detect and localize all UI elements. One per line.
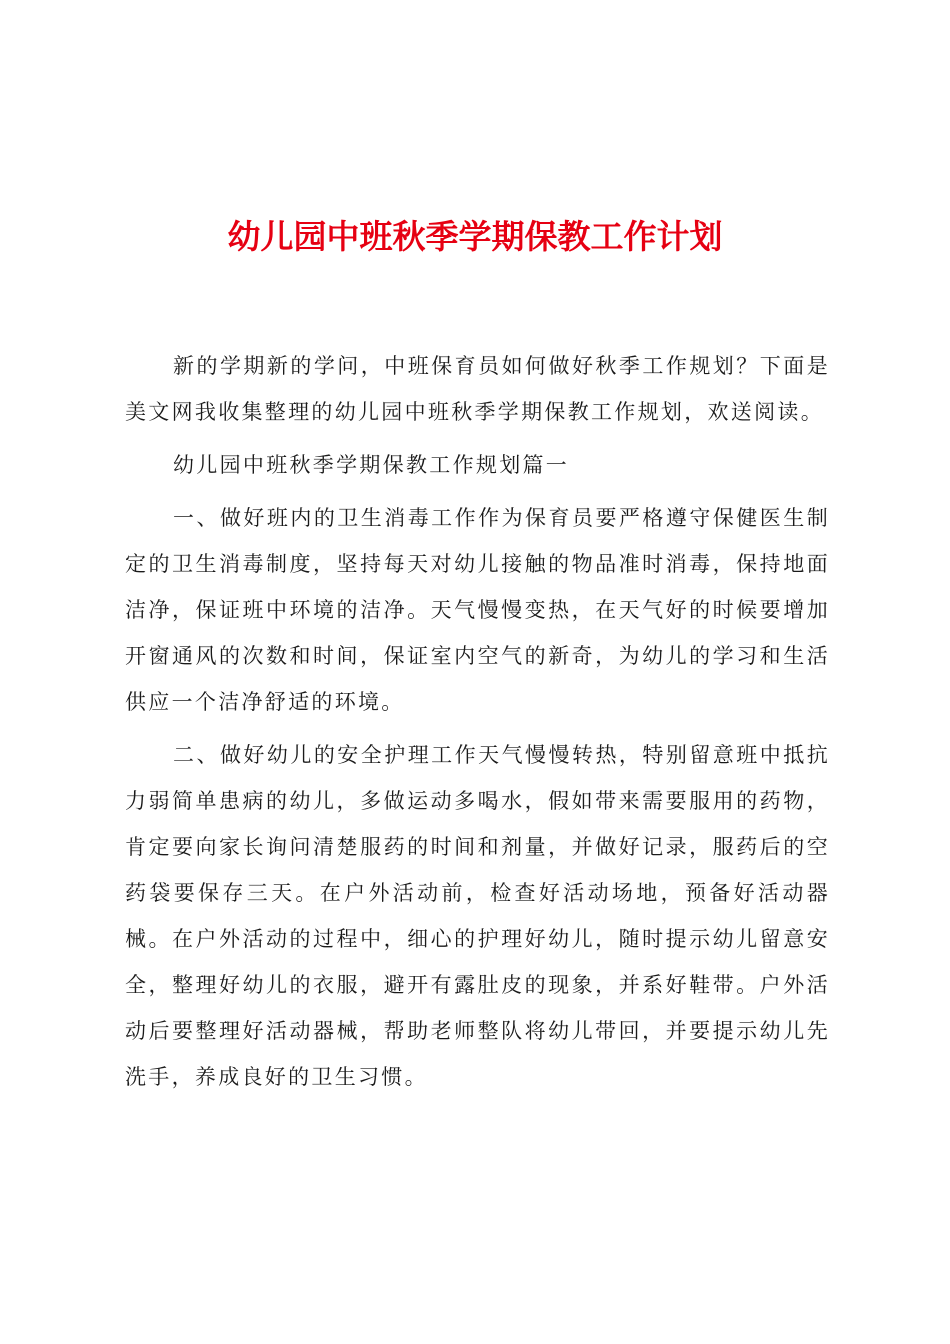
hygiene-paragraph: 一、做好班内的卫生消毒工作作为保育员要严格遵守保健医生制定的卫生消毒制度，坚持每天对幼儿接触的物品准时消毒，保持地面洁净，保证班中环境的洁净。天气慢慢变热，在天气好的时候要增加开窗通风的次数和时间，保证室内空气的新奇，为幼儿的学习和生活供应一个洁净舒适的环境。 <box>125 506 830 714</box>
section-heading-paragraph: 幼儿园中班秋季学期保教工作规划篇一 <box>173 453 570 477</box>
intro-paragraph: 新的学期新的学问，中班保育员如何做好秋季工作规划？下面是美文网我收集整理的幼儿园中班秋季学期保教工作规划，欢送阅读。 <box>125 354 830 424</box>
safety-paragraph: 二、做好幼儿的安全护理工作天气慢慢转热，特别留意班中抵抗力弱简单患病的幼儿，多做运动多喝水，假如带来需要服用的药物，肯定要向家长询问清楚服药的时间和剂量，并做好记录，服药后的空药袋要保存三天。在户外活动前，检查好活动场地，预备好活动器械。在户外活动的过程中，细心的护理好幼儿，随时提示幼儿留意安全，整理好幼儿的衣服，避开有露肚皮的现象，并系好鞋带。户外活动后要整理好活动器械，帮助老师整队将幼儿带回，并要提示幼儿先洗手，养成良好的卫生习惯。 <box>125 743 830 1089</box>
document-title: 幼儿园中班秋季学期保教工作计划 <box>227 217 723 256</box>
document-body <box>125 343 830 1107</box>
